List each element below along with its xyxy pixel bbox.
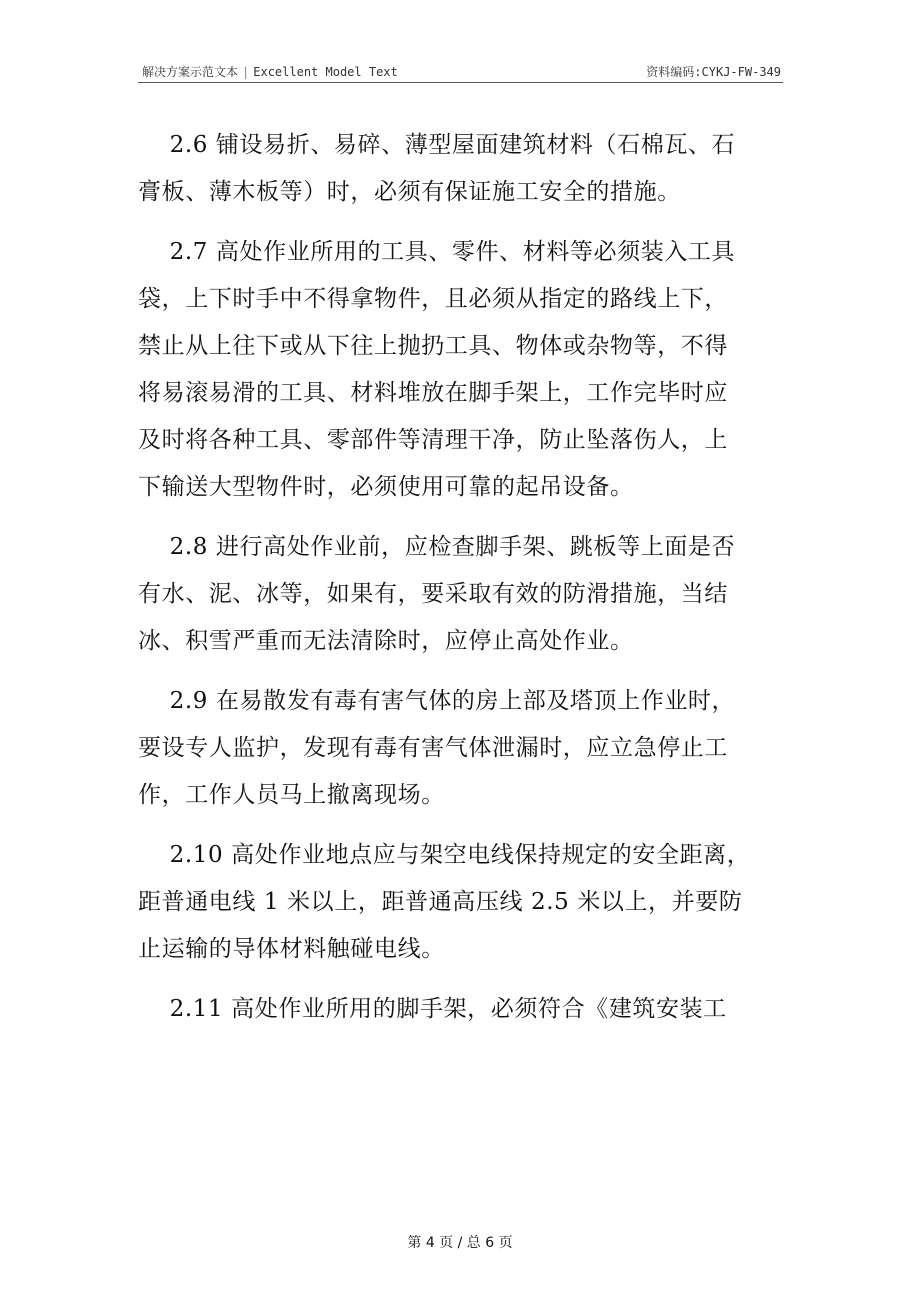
header-separator: | (242, 65, 250, 79)
text-line: 要设专人监护，发现有毒有害气体泄漏时，应立急停止工 (138, 735, 728, 761)
header-title-en: Excellent Model Text (253, 65, 398, 79)
text-line: 袋，上下时手中不得拿物件，且必须从指定的路线上下， (138, 286, 728, 312)
page-header (138, 60, 783, 83)
text-line: 下输送大型物件时，必须使用可靠的起吊设备。 (138, 474, 634, 500)
document-body (138, 122, 783, 1033)
text-line: 2.9 在易散发有毒有害气体的房上部及塔顶上作业时， (138, 688, 736, 714)
text-line: 2.11 高处作业所用的脚手架，必须符合《建筑安装工 (138, 996, 727, 1022)
paragraph (138, 986, 783, 1033)
paragraph (138, 229, 783, 511)
paragraph-gap (138, 216, 783, 229)
paragraph (138, 678, 783, 819)
paragraph-gap (138, 511, 783, 524)
text-line: 距普通电线 1 米以上，距普通高压线 2.5 米以上，并要防 (138, 889, 743, 915)
text-line: 2.10 高处作业地点应与架空电线保持规定的安全距离， (138, 842, 751, 868)
paragraph (138, 832, 783, 973)
paragraph (138, 524, 783, 665)
header-left (142, 63, 398, 80)
text-line: 将易滚易滑的工具、材料堆放在脚手架上，工作完毕时应 (138, 380, 728, 406)
text-line: 及时将各种工具、零部件等清理干净，防止坠落伤人，上 (138, 427, 728, 453)
paragraph-gap (138, 819, 783, 832)
header-title-cn: 解决方案示范文本 (142, 65, 239, 79)
text-line: 2.8 进行高处作业前，应检查脚手架、跳板等上面是否 (138, 534, 736, 560)
text-line: 2.7 高处作业所用的工具、零件、材料等必须装入工具 (138, 239, 736, 265)
text-line: 有水、泥、冰等，如果有，要采取有效的防滑措施，当结 (138, 581, 728, 607)
text-line: 作，工作人员马上撤离现场。 (138, 782, 445, 808)
header-doc-code: 资料编码:CYKJ-FW-349 (646, 65, 781, 79)
paragraph-gap (138, 973, 783, 986)
text-line: 膏板、薄木板等）时，必须有保证施工安全的措施。 (138, 179, 681, 205)
text-line: 止运输的导体材料触碰电线。 (138, 936, 445, 962)
text-line: 禁止从上往下或从下往上抛扔工具、物体或杂物等，不得 (138, 333, 728, 359)
text-line: 2.6 铺设易折、易碎、薄型屋面建筑材料（石棉瓦、石 (138, 132, 736, 158)
paragraph (138, 122, 783, 216)
page-number: 第 4 页 / 总 6 页 (407, 1235, 513, 1251)
paragraph-gap (138, 665, 783, 678)
text-line: 冰、积雪严重而无法清除时，应停止高处作业。 (138, 628, 634, 654)
